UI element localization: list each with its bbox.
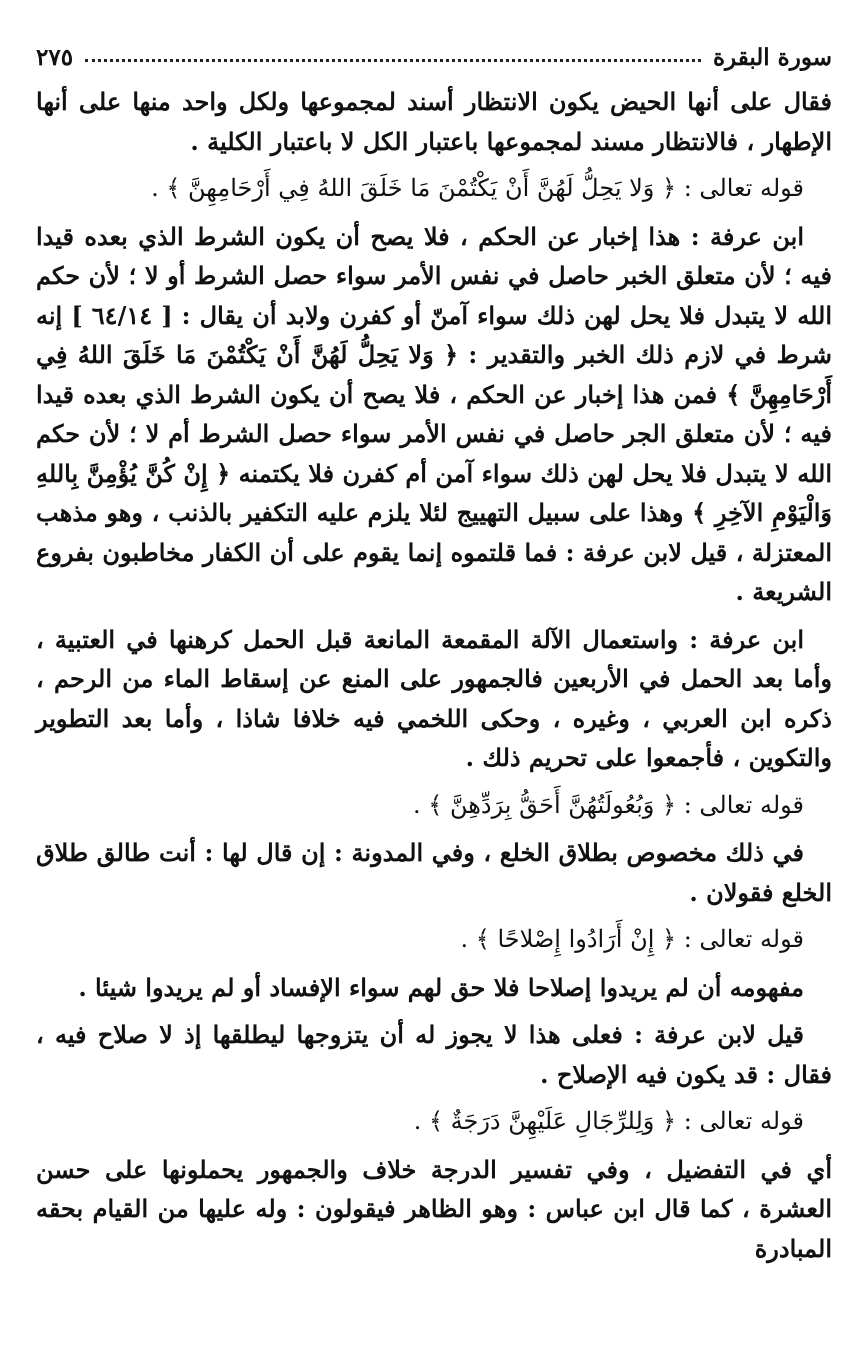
paragraph-6: قيل لابن عرفة : فعلى هذا لا يجوز له أن يتزوجها ليطلقها إذ لا صلاح فيه ، فقال : قد يكون فيه الإصلاح . — [36, 1020, 832, 1089]
paragraph-3: ابن عرفة : واستعمال الآلة المقمعة المانعة قبل الحمل كرهنها في العتبية ، وأما بعد الحمل في الأربعين فالجمهور على المنع عن إسقاط الماء من الرحم ، ذكره ابن العربي ، وغيره ، وحكى اللخمي فيه خلافا شاذا ، وأما بعد التطوير والتكوين ، فأجمعوا على تحريم ذلك . — [36, 624, 832, 772]
page-body — [36, 82, 832, 1268]
verse-quote-2: قوله تعالى : ﴿ وَبُعُولَتُهُنَّ أَحَقُّ بِرَدِّهِنَّ ﴾ . — [413, 790, 804, 819]
page-number: ٢٧٥ — [36, 43, 74, 71]
verse-quote-1: قوله تعالى : ﴿ وَلا يَحِلُّ لَهُنَّ أَنْ يَكْتُمْنَ مَا خَلَقَ اللهُ فِي أَرْحَامِهِنَّ ﴾ . — [151, 174, 804, 202]
verse-quote-4: قوله تعالى : ﴿ وَلِلرِّجَالِ عَلَيْهِنَّ دَرَجَةٌ ﴾ . — [413, 1107, 804, 1135]
paragraph-5: مفهومه أن لم يريدوا إصلاحا فلا حق لهم سواء الإفساد أو لم يريدوا شيئا . — [78, 972, 804, 1002]
paragraph-7: أي في التفضيل ، وفي تفسير الدرجة خلاف والجمهور يحملونها على حسن العشرة ، كما قال ابن عباس : وهو الظاهر فيقولون : وله عليها من القيام بحقه المبادرة — [36, 1154, 832, 1263]
surah-title: سورة البقرة — [712, 43, 832, 71]
paragraph-2: ابن عرفة : هذا إخبار عن الحكم ، فلا يصح أن يكون الشرط الذي بعده قيدا فيه ؛ لأن متعلق الخبر حاصل في نفس الأمر سواء حصل الشرط أو لا ؛ لأن حكم الله لا يتبدل فلا يحل لهن ذلك سواء آمنّ أو كفرن ولابد أن يقال : [ ٦٤/١٤ ] إنه شرط في لازم ذلك الخبر والتقدير : ﴿ وَلا يَحِلُّ لَهُنَّ أَنْ يَكْتُمْنَ مَا خَلَقَ اللهُ فِي أَرْحَامِهِنَّ ﴾ فمن هذا إخبار عن الحكم ، فلا يصح أن يكون الشرط الذي بعده قيدا فيه ؛ لأن متعلق الجر حاصل في نفس الأمر سواء حصل الشرط أم لا ؛ لأن حكم الله لا يتبدل فلا يحل لهن ذلك سواء آمن أم كفرن فلا يكتمنه ﴿ إِنْ كُنَّ يُؤْمِنَّ بِاللهِ وَالْيَوْمِ الآخِرِ ﴾ وهذا على سبيل التهييج لئلا يلزم عليه التكفير بالذنب ، وهو مذهب المعتزلة ، قيل لابن عرفة : فما قلتموه إنما يقوم على أن الكفار مخاطبون بفروع الشريعة . — [36, 221, 832, 606]
paragraph-1: فقال على أنها الحيض يكون الانتظار أسند لمجموعها ولكل واحد منها على أنها الإطهار ، فالانتظار مسند لمجموعها باعتبار الكل لا باعتبار الكلية . — [36, 87, 832, 156]
page-header — [36, 40, 832, 74]
verse-quote-3: قوله تعالى : ﴿ إِنْ أَرَادُوا إِصْلاحًا ﴾ . — [460, 925, 804, 953]
header-dotted-rule — [85, 59, 701, 62]
paragraph-4: في ذلك مخصوص بطلاق الخلع ، وفي المدونة : إن قال لها : أنت طالق طلاق الخلع فقولان . — [36, 838, 832, 907]
